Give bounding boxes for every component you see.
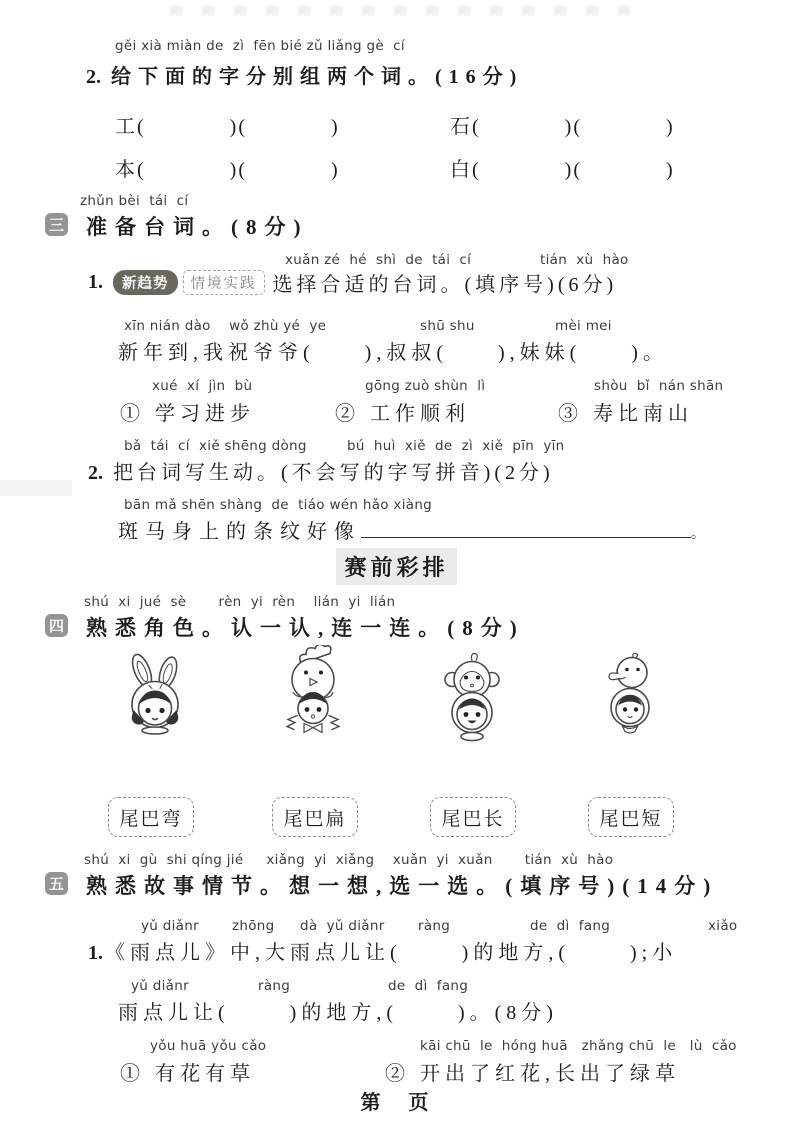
- tail-label-curved: 尾巴弯: [108, 797, 194, 837]
- q5-1-line1-pinyin: [0, 918, 793, 936]
- section3-pinyin: zhǔn bèi tái cí: [80, 193, 189, 209]
- q3-1-sentence-pinyin: [0, 318, 793, 336]
- pinyin-segment: mèi mei: [555, 318, 612, 334]
- q3-2-text: 把台词写生动。(不会写的字写拼音)(2分): [113, 462, 554, 484]
- q5-1-line2-pinyin: [0, 978, 793, 996]
- pinyin-segment: shū shu: [420, 318, 475, 334]
- q2-pinyin: gěi xià miàn de zì fēn bié zǔ liǎng gè cí: [115, 38, 405, 54]
- duck-hat-child-icon: [580, 648, 680, 768]
- q2-title: 给下面的字分别组两个词。(16分): [111, 66, 524, 88]
- section4-pinyin: shú xi jué sè rèn yi rèn lián yi lián: [84, 594, 396, 610]
- pinyin-segment: dà yǔ diǎnr: [300, 918, 385, 934]
- tail-label-long: 尾巴长: [430, 797, 516, 837]
- option-item: [120, 378, 255, 426]
- monkey-hat-child-icon: [422, 648, 522, 768]
- pinyin-segment: ràng: [258, 978, 291, 994]
- section5-title: 熟悉故事情节。想一想,选一选。(填序号)(14分): [86, 874, 719, 898]
- option-pinyin: xué xí jìn bù: [152, 378, 253, 394]
- pinyin-segment: yǔ diǎnr: [131, 978, 189, 994]
- pinyin-segment: de dì fang: [388, 978, 469, 994]
- page-footer: 第 页: [360, 1092, 433, 1114]
- section-badge-4: 四: [45, 614, 68, 637]
- trend-badge: 新趋势: [113, 270, 178, 295]
- scan-bleed-artifact: [170, 6, 630, 15]
- option-pinyin: shòu bǐ nán shān: [594, 378, 724, 394]
- rooster-hat-child-icon: [263, 645, 363, 765]
- pinyin-segment: de dì fang: [530, 918, 611, 934]
- option-text: ② 开出了红花,长出了绿草: [385, 1063, 680, 1085]
- scan-smudge-artifact: [0, 480, 72, 496]
- pinyin-segment: xiǎo: [708, 918, 738, 934]
- section3-title: 准备台词。(8分): [86, 215, 309, 239]
- option-pinyin: kāi chū le hóng huā zhǎng chū le lù cǎo: [420, 1038, 737, 1054]
- option-text: ① 有花有草: [120, 1063, 255, 1085]
- section-badge-3: 三: [45, 213, 68, 236]
- pinyin-segment: xīn nián dào wǒ zhù yé ye: [124, 318, 327, 334]
- q5-1-line1: 《雨点儿》中,大雨点儿让( )的地方,( );小: [105, 942, 678, 964]
- page-footer-row: [0, 1086, 793, 1115]
- figure-rabbit: [106, 648, 206, 768]
- section4-title: 熟悉角色。认一认,连一连。(8分): [86, 616, 525, 640]
- option-text: ② 工作顺利: [335, 403, 470, 425]
- rehearsal-header-row: [0, 548, 793, 585]
- rehearsal-header: 赛前彩排: [336, 548, 456, 585]
- option-pinyin: gōng zuò shùn lì: [365, 378, 486, 394]
- context-badge: 情境实践: [183, 270, 265, 295]
- pinyin-segment: tián xù hào: [540, 252, 629, 268]
- q5-1-line2: 雨点儿让( )的地方,( )。(8分): [118, 1002, 558, 1024]
- option-item: [558, 378, 723, 426]
- figure-duck: [580, 648, 680, 768]
- option-text: ① 学习进步: [120, 403, 255, 425]
- pinyin-segment: bú huì xiě de zì xiě pīn yīn: [347, 438, 565, 454]
- figure-monkey: [422, 648, 522, 768]
- q3-2-row: [88, 456, 554, 485]
- q5-1-line1-row: [88, 936, 677, 965]
- figure-rooster: [263, 645, 363, 765]
- q2-heading: [86, 60, 523, 89]
- q3-2-number: 2.: [88, 462, 103, 484]
- sentence-prefix: 斑马身上的条纹好像: [118, 521, 361, 543]
- q3-1-text: 选择合适的台词。(填序号)(6分): [272, 274, 618, 296]
- option-text: ③ 寿比南山: [558, 403, 693, 425]
- q2-blank-cell: 石( )( ): [450, 116, 675, 138]
- tail-label-short: 尾巴短: [588, 797, 674, 837]
- q2-blank-cell: 白( )( ): [450, 159, 675, 181]
- q5-1-number: 1.: [88, 942, 103, 964]
- q3-1-sentence: 新年到,我祝爷爷( ),叔叔( ),妹妹( )。: [118, 342, 668, 364]
- option-item: [120, 1038, 266, 1086]
- q2-number: 2.: [86, 66, 101, 88]
- pinyin-segment: bǎ tái cí xiě shēng dòng: [124, 438, 307, 454]
- q3-1-options: [0, 378, 793, 428]
- option-pinyin: yǒu huā yǒu cǎo: [150, 1038, 267, 1054]
- section-badge-5: 五: [45, 872, 68, 895]
- rabbit-hat-child-icon: [106, 648, 206, 768]
- q3-1-row: [88, 268, 617, 297]
- sentence-period: 。: [691, 527, 710, 542]
- answer-underline: [361, 519, 691, 538]
- pinyin-segment: ràng: [418, 918, 451, 934]
- q3-2-pinyin: [0, 438, 793, 456]
- pinyin-segment: xuǎn zé hé shì de tái cí: [285, 252, 472, 268]
- q3-2-sentence: [118, 515, 710, 544]
- option-item: [385, 1038, 737, 1086]
- q2-blank-cell: 本( )( ): [115, 159, 340, 181]
- pinyin-segment: zhōng: [232, 918, 275, 934]
- q3-1-number: 1.: [88, 271, 103, 293]
- pinyin-segment: yǔ diǎnr: [141, 918, 199, 934]
- q3-2-sentence-pinyin: bān mǎ shēn shàng de tiáo wén hǎo xiàng: [124, 497, 433, 513]
- section5-pinyin: shú xi gù shi qíng jié xiǎng yi xiǎng xuǎn yi xuǎn tián xù hào: [84, 852, 614, 868]
- q5-1-options: [0, 1038, 793, 1090]
- tail-label-flat: 尾巴扁: [272, 797, 358, 837]
- option-item: [335, 378, 485, 426]
- q2-blank-cell: 工( )( ): [115, 116, 340, 138]
